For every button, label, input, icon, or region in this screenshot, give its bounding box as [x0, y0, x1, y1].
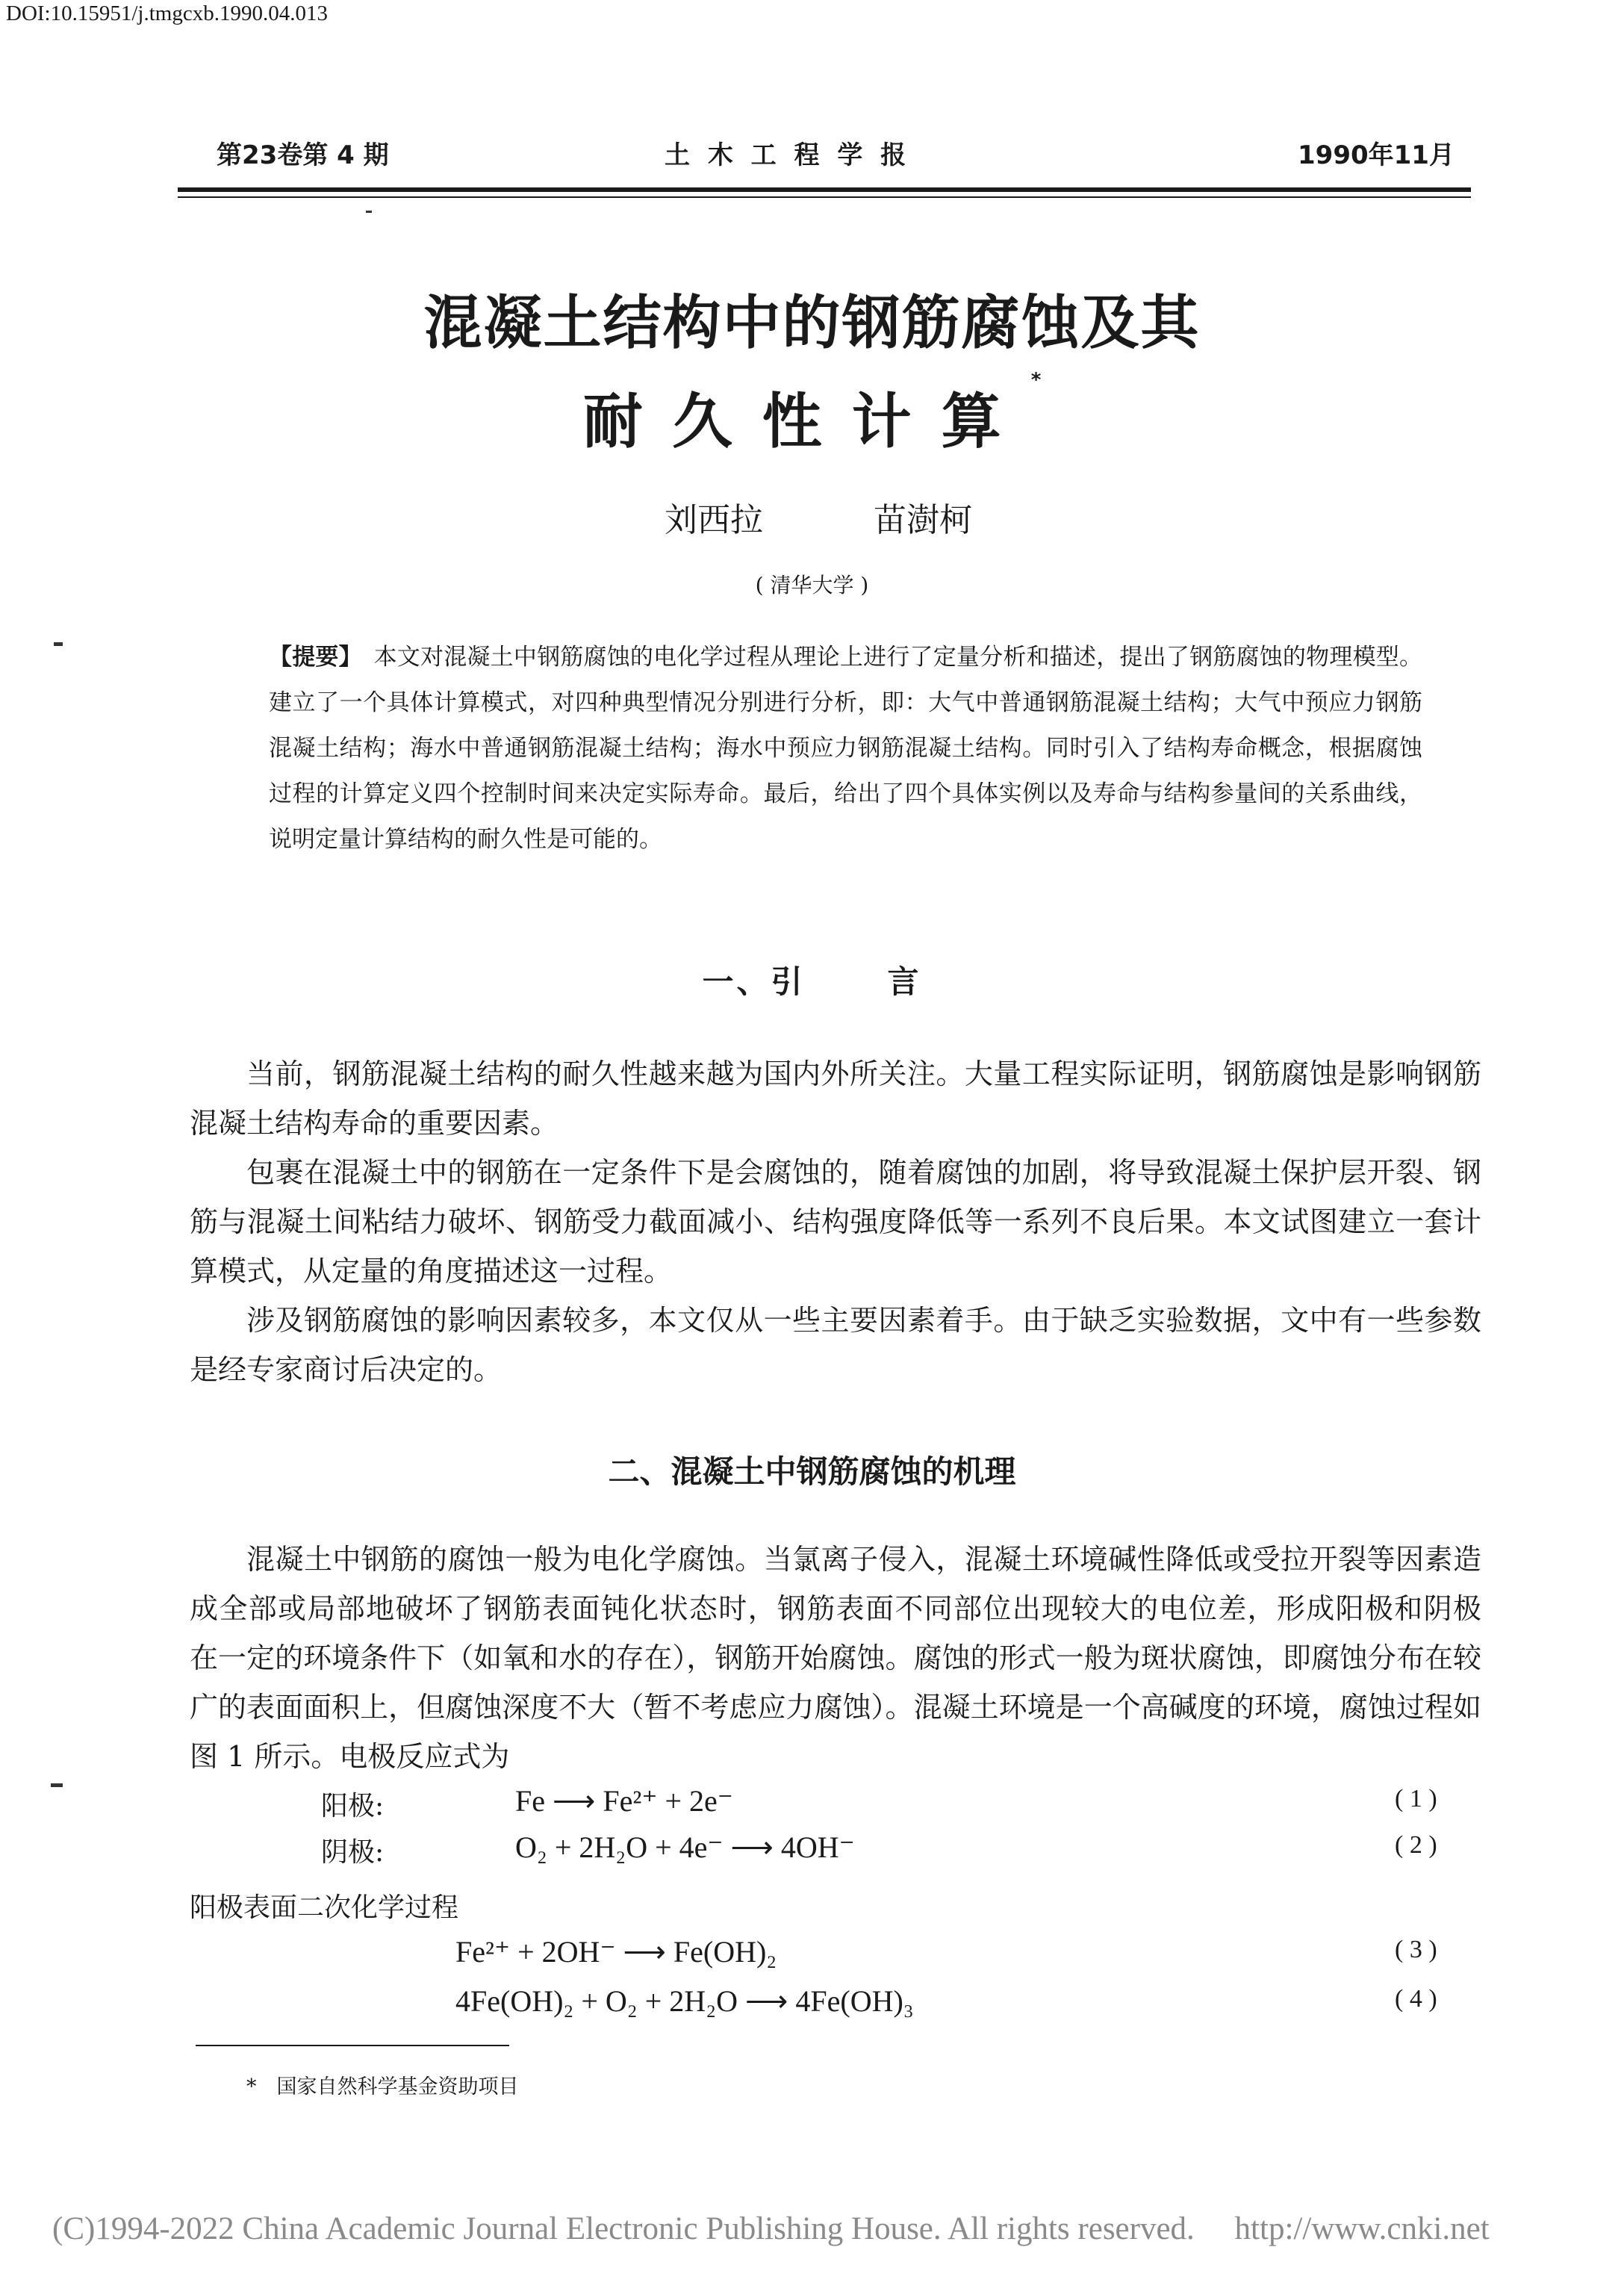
header-rule-thin	[178, 196, 1471, 198]
section-2-heading: 二、混凝土中钢筋腐蚀的机理	[608, 1453, 1016, 1490]
intro-paragraph-2: 包裹在混凝土中的钢筋在一定条件下是会腐蚀的，随着腐蚀的加剧，将导致混凝土保护层开裂、钢筋与混凝土间粘结力破坏、钢筋受力截面减小、结构强度降低等一系列不良后果。本文试图建立一套计算模式，从定量的角度描述这一过程。	[190, 1156, 1481, 1287]
equation-3: Fe²⁺ + 2OH⁻ ⟶ Fe(OH)₂	[455, 1935, 777, 1969]
journal-name: 土 木 工 程 学 报	[665, 140, 911, 170]
intro-paragraph-1: 当前，钢筋混凝土结构的耐久性越来越为国内外所关注。大量工程实际证明，钢筋腐蚀是影响钢筋混凝土结构寿命的重要因素。	[190, 1057, 1481, 1140]
title-line2-text: 耐久性计算	[582, 387, 1031, 456]
issue-date: 1990年11月	[1298, 140, 1455, 170]
scan-mark	[51, 1783, 63, 1787]
abstract-label: 【提要】	[269, 644, 351, 671]
abstract	[269, 635, 1422, 863]
equation-3-number: ( 3 )	[1395, 1936, 1437, 1963]
section-1-number: 一、引	[702, 963, 806, 1000]
footnote-rule	[196, 2045, 509, 2046]
footnote: * 国家自然科学基金资助项目	[246, 2075, 519, 2099]
cathode-label: 阴极:	[321, 1837, 385, 1868]
equation-1: Fe ⟶ Fe²⁺ + 2e⁻	[515, 1784, 733, 1818]
doi-line: DOI:10.15951/j.tmgcxb.1990.04.013	[6, 1, 328, 25]
scan-mark	[366, 211, 372, 213]
scan-mark	[54, 642, 63, 646]
author-2: 苗澍柯	[874, 501, 972, 539]
section-1-heading	[0, 957, 1624, 1002]
copyright-line: (C)1994-2022 China Academic Journal Electronic Publishing House. All rights reserved. http://www.cnki.net	[52, 2211, 1490, 2246]
equation-1-number: ( 1 )	[1395, 1785, 1437, 1812]
equation-4-number: ( 4 )	[1395, 1985, 1437, 2013]
paper-title-line2	[0, 369, 1624, 459]
author-1: 刘西拉	[665, 501, 763, 539]
volume-issue: 第23卷第 4 期	[217, 140, 389, 170]
title-footnote-mark: *	[1030, 369, 1042, 391]
abstract-text: 本文对混凝土中钢筋腐蚀的电化学过程从理论上进行了定量分析和描述，提出了钢筋腐蚀的物理模型。建立了一个具体计算模式，对四种典型情况分别进行分析，即：大气中普通钢筋混凝土结构；大气中预应力钢筋混凝土结构；海水中普通钢筋混凝土结构；海水中预应力钢筋混凝土结构。同时引入了结构寿命概念，根据腐蚀过程的计算定义四个控制时间来决定实际寿命。最后，给出了四个具体实例以及寿命与结构参量间的关系曲线，说明定量计算结构的耐久性是可能的。	[269, 644, 1423, 853]
mechanism-paragraph: 混凝土中钢筋的腐蚀一般为电化学腐蚀。当氯离子侵入，混凝土环境碱性降低或受拉开裂等因素造成全部或局部地破坏了钢筋表面钝化状态时，钢筋表面不同部位出现较大的电位差，形成阳极和阴极 在一定的环境条件下（如氧和水的存在），钢筋开始腐蚀。腐蚀的形式一般为斑状腐蚀，即腐蚀分布在较广的表面面积上，但腐蚀深度不大（暂不考虑应力腐蚀）。混凝土环境是一个高碱度的环境，腐蚀过程如图 1 所示。电极反应式为	[190, 1543, 1511, 1773]
equation-4: 4Fe(OH)₂ + O₂ + 2H₂O ⟶ 4Fe(OH)₃	[455, 1984, 914, 2018]
section-1-word: 言	[887, 963, 922, 1000]
paper-title-line1: 混凝土结构中的钢筋腐蚀及其	[423, 290, 1201, 357]
intro-paragraph-3: 涉及钢筋腐蚀的影响因素较多，本文仅从一些主要因素着手。由于缺乏实验数据，文中有一些参数是经专家商讨后决定的。	[190, 1304, 1481, 1386]
anode-label: 阳极:	[321, 1791, 385, 1821]
equation-2-number: ( 2 )	[1395, 1831, 1437, 1859]
affiliation: ( 清华大学 )	[755, 573, 869, 597]
header-rule-thick	[178, 187, 1471, 192]
equation-2: O₂ + 2H₂O + 4e⁻ ⟶ 4OH⁻	[515, 1830, 855, 1864]
secondary-process-label: 阳极表面二次化学过程	[190, 1892, 459, 1923]
